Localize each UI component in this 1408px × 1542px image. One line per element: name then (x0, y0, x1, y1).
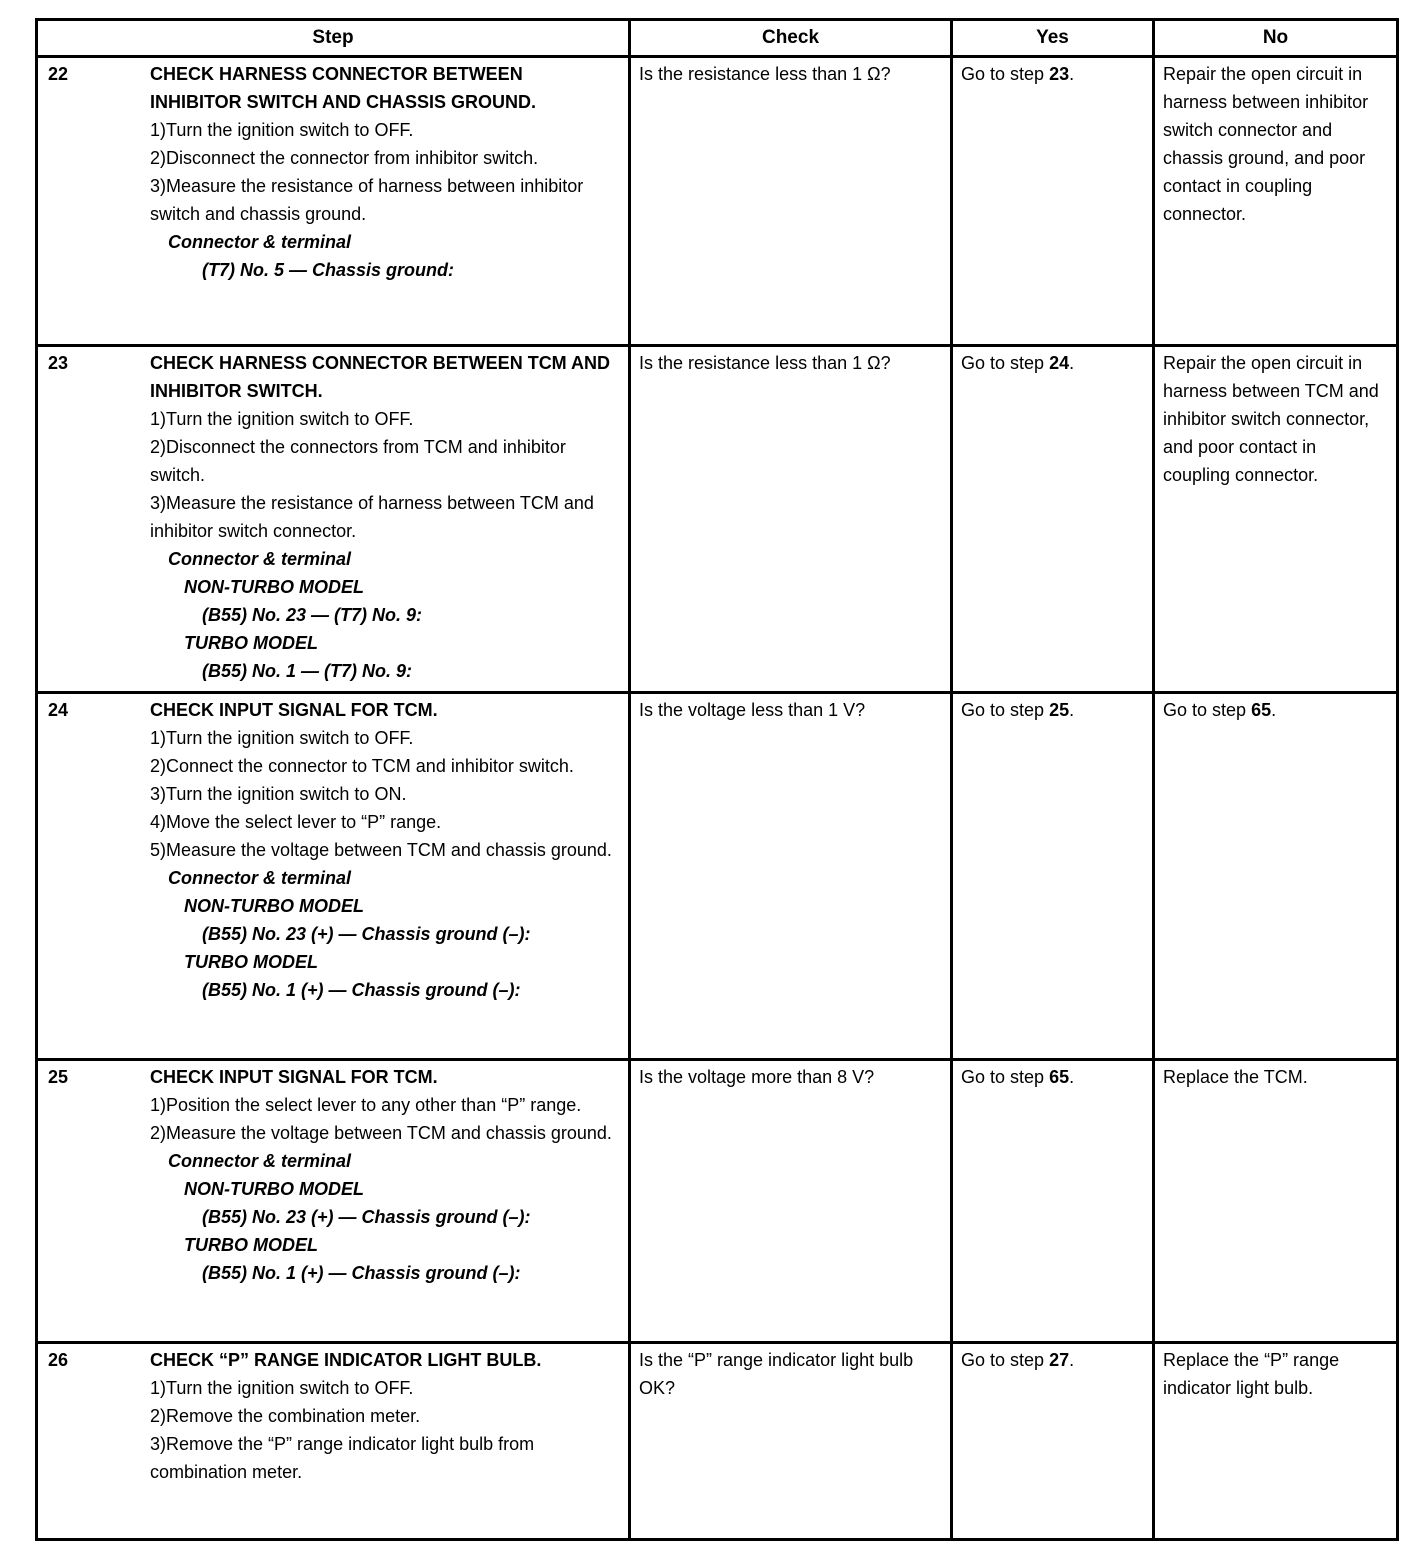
yes-step-number: 65 (1049, 1067, 1070, 1087)
step-number: 24 (48, 700, 69, 720)
yes-text: Go to step (961, 1350, 1050, 1370)
step-content (150, 1346, 620, 1486)
header-row (37, 20, 1398, 57)
yes-text-end: . (1069, 1067, 1075, 1087)
step-instruction: 3)Measure the resistance of harness between TCM and inhibitor switch connector. (150, 493, 594, 541)
connector-terminal-label: Connector & terminal (168, 232, 352, 252)
yes-text: Go to step (961, 700, 1050, 720)
terminal-spec: (B55) No. 1 (+) — Chassis ground (–): (202, 1263, 521, 1283)
check-cell: Is the “P” range indicator light bulb OK? (630, 1343, 952, 1540)
table-row (37, 693, 1398, 1060)
connector-terminal-label: Connector & terminal (168, 549, 352, 569)
header-yes: Yes (952, 20, 1154, 57)
model-label: NON-TURBO MODEL (184, 1179, 364, 1199)
header-no: No (1154, 20, 1398, 57)
step-content (150, 696, 620, 1004)
table-row (37, 1060, 1398, 1343)
yes-cell (952, 57, 1154, 346)
yes-text-end: . (1069, 700, 1075, 720)
yes-step-number: 25 (1049, 700, 1070, 720)
yes-cell (952, 693, 1154, 1060)
no-cell (1154, 346, 1398, 693)
step-instruction: 1)Position the select lever to any other than “P” range. (150, 1095, 582, 1115)
model-label: TURBO MODEL (184, 952, 318, 972)
no-cell (1154, 1060, 1398, 1343)
step-cell (37, 57, 630, 346)
step-content (150, 1063, 620, 1287)
yes-cell (952, 346, 1154, 693)
table-row (37, 346, 1398, 693)
no-text: Repair the open circuit in harness between TCM and inhibitor switch connector, and poor contact in coupling connector. (1163, 353, 1379, 485)
step-instruction: 3)Turn the ignition switch to ON. (150, 784, 407, 804)
step-title: CHECK HARNESS CONNECTOR BETWEEN TCM AND INHIBITOR SWITCH. (150, 353, 611, 401)
step-content (150, 349, 620, 685)
yes-text: Go to step (961, 1067, 1050, 1087)
no-cell (1154, 693, 1398, 1060)
step-cell (37, 346, 630, 693)
step-instruction: 2)Connect the connector to TCM and inhibitor switch. (150, 756, 574, 776)
no-cell (1154, 57, 1398, 346)
connector-terminal-label: Connector & terminal (168, 1151, 352, 1171)
step-title: CHECK HARNESS CONNECTOR BETWEEN INHIBITOR SWITCH AND CHASSIS GROUND. (150, 64, 537, 112)
terminal-spec: (B55) No. 23 (+) — Chassis ground (–): (202, 924, 531, 944)
step-instruction: 1)Turn the ignition switch to OFF. (150, 409, 414, 429)
step-instruction: 3)Measure the resistance of harness between inhibitor switch and chassis ground. (150, 176, 584, 224)
step-content (150, 60, 620, 284)
step-title: CHECK INPUT SIGNAL FOR TCM. (150, 700, 438, 720)
step-cell (37, 693, 630, 1060)
terminal-spec: (B55) No. 23 (+) — Chassis ground (–): (202, 1207, 531, 1227)
step-number: 25 (48, 1067, 69, 1087)
step-instruction: 2)Disconnect the connectors from TCM and inhibitor switch. (150, 437, 566, 485)
model-label: NON-TURBO MODEL (184, 577, 364, 597)
yes-cell (952, 1060, 1154, 1343)
no-text: Replace the TCM. (1163, 1067, 1308, 1087)
table-row (37, 57, 1398, 346)
no-text: Replace the “P” range indicator light bulb. (1163, 1350, 1340, 1398)
yes-text: Go to step (961, 353, 1050, 373)
step-cell (37, 1343, 630, 1540)
no-text: Repair the open circuit in harness between inhibitor switch connector and chassis ground, and poor contact in coupling connector. (1163, 64, 1369, 224)
step-title: CHECK INPUT SIGNAL FOR TCM. (150, 1067, 438, 1087)
check-cell: Is the voltage less than 1 V? (630, 693, 952, 1060)
no-cell (1154, 1343, 1398, 1540)
yes-step-number: 24 (1049, 353, 1070, 373)
terminal-spec: (B55) No. 1 (+) — Chassis ground (–): (202, 980, 521, 1000)
no-text: Go to step (1163, 700, 1252, 720)
yes-text-end: . (1069, 1350, 1075, 1370)
step-instruction: 2)Remove the combination meter. (150, 1406, 421, 1426)
step-instruction: 4)Move the select lever to “P” range. (150, 812, 442, 832)
terminal-spec: (B55) No. 1 — (T7) No. 9: (202, 661, 413, 681)
step-instruction: 3)Remove the “P” range indicator light bulb from combination meter. (150, 1434, 535, 1482)
header-check: Check (630, 20, 952, 57)
step-instruction: 5)Measure the voltage between TCM and chassis ground. (150, 840, 612, 860)
yes-step-number: 23 (1049, 64, 1070, 84)
table-row (37, 1343, 1398, 1540)
troubleshooting-table (35, 18, 1399, 1541)
step-instruction: 2)Measure the voltage between TCM and chassis ground. (150, 1123, 612, 1143)
model-label: TURBO MODEL (184, 633, 318, 653)
step-number: 22 (48, 64, 69, 84)
yes-cell (952, 1343, 1154, 1540)
step-instruction: 1)Turn the ignition switch to OFF. (150, 1378, 414, 1398)
header-step: Step (37, 20, 630, 57)
terminal-spec: (B55) No. 23 — (T7) No. 9: (202, 605, 423, 625)
check-cell: Is the resistance less than 1 Ω? (630, 346, 952, 693)
check-cell: Is the resistance less than 1 Ω? (630, 57, 952, 346)
yes-text: Go to step (961, 64, 1050, 84)
terminal-spec: (T7) No. 5 — Chassis ground: (202, 260, 455, 280)
step-title: CHECK “P” RANGE INDICATOR LIGHT BULB. (150, 1350, 542, 1370)
step-instruction: 2)Disconnect the connector from inhibitor switch. (150, 148, 539, 168)
step-number: 23 (48, 353, 69, 373)
check-cell: Is the voltage more than 8 V? (630, 1060, 952, 1343)
no-text-end: . (1271, 700, 1277, 720)
step-cell (37, 1060, 630, 1343)
step-number: 26 (48, 1350, 69, 1370)
yes-text-end: . (1069, 353, 1075, 373)
connector-terminal-label: Connector & terminal (168, 868, 352, 888)
model-label: TURBO MODEL (184, 1235, 318, 1255)
step-instruction: 1)Turn the ignition switch to OFF. (150, 728, 414, 748)
model-label: NON-TURBO MODEL (184, 896, 364, 916)
no-step-number: 65 (1251, 700, 1272, 720)
step-instruction: 1)Turn the ignition switch to OFF. (150, 120, 414, 140)
yes-step-number: 27 (1049, 1350, 1070, 1370)
yes-text-end: . (1069, 64, 1075, 84)
